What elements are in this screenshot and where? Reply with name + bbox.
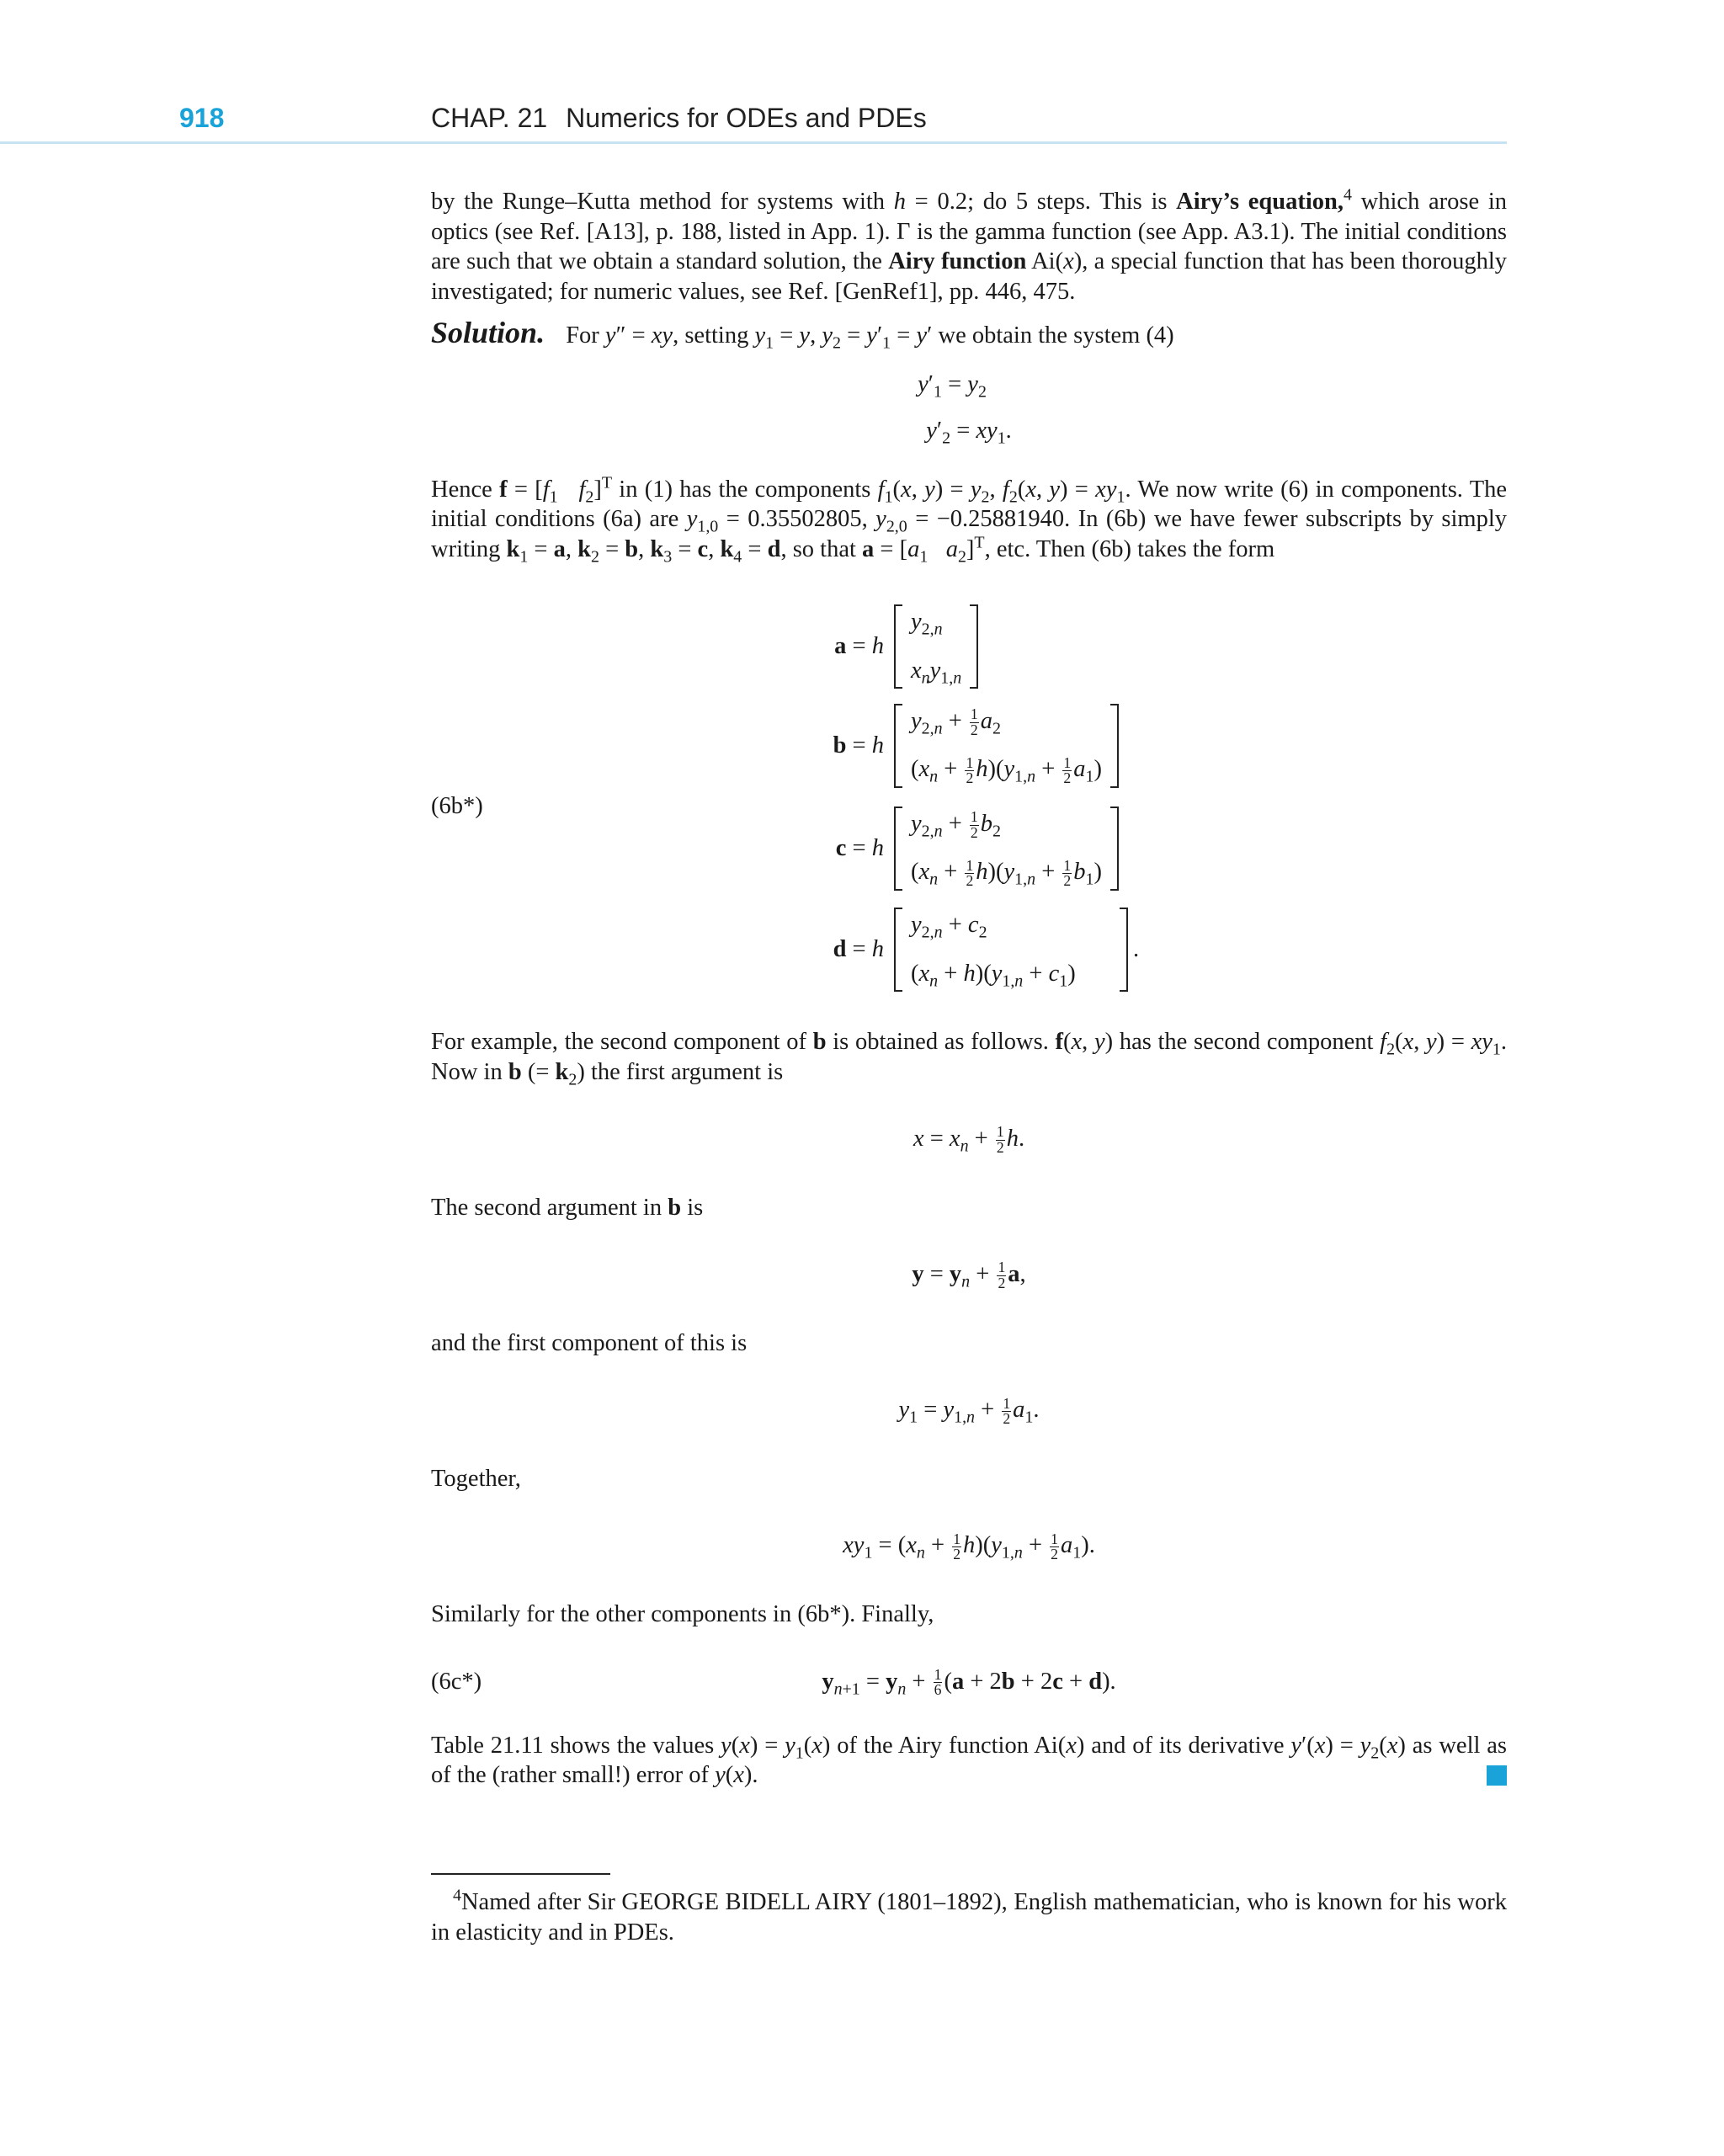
chapter-label: CHAP. 21 [431,103,548,133]
stage-d: d = h $y_{2,n} + c_2$ $(x_n + h)(y_{1,n} + c_1)$ . [808,908,1139,992]
eq-first-component: $y_1 = y_{1,n}$ + $\frac{1}{2}$ $a_1$. [898,1394,1040,1428]
end-of-proof-square [1487,1765,1507,1786]
footnote-mark: 4 [453,1886,461,1905]
equation-tag-6c: (6c*) [431,1668,482,1695]
footnote-rule [431,1873,610,1875]
equation-tag-6b: (6b*) [431,793,483,819]
example-paragraph: For example, the second component of b is obtained as follows. f(x, y) has the second component $f_2(x$, $y) = xy_1$. Now in b (= $k_2$) the first argument is [431,1029,1508,1089]
first-component-text: and the first component of this is [431,1329,748,1356]
similarly-text: Similarly for the other components in (6b*). Finally, [431,1601,934,1627]
running-header [0,103,1507,144]
stage-c: c = h $y_{2,n}$ + $\frac{1}{2}$ $b_2$ ($x_n$ + $\frac{1}{2}$ $h)(y_{1,n}$ + $\frac{1}{2}$ $b_1$) [808,807,1119,891]
second-argument-text: The second argument in b is [431,1194,704,1221]
rk-stage-system [431,604,1507,1009]
ode-system: $y'_1 = y_2$ $y'_2 = xy_1$. [918,370,1012,448]
solution-paragraph: Solution. For y″ = xy, setting $y_1 = y$, $y_2 = y'_1 = y'$ we obtain the system (4) [431,316,1174,353]
intro-paragraph: by the Runge–Kutta method for systems with h = 0.2; do 5 steps. This is Airy’s equation,$^4$ which arose in optics (see Ref. [A13], p. 188, listed in App. 1). Γ is the gamma function (see App. A3.1). The initial conditions are such that we obtain a standard solution, the Airy function Ai(x), a special function that has been thoroughly investigated; for numeric values, see Ref. [GenRef1], pp. 446, 475. [431,185,1508,305]
footnote [431,1887,1507,1947]
eq-second-argument: $y = y_n$ + $\frac{1}{2}$ a, [912,1259,1026,1292]
footnote-ref: 4 [1344,185,1352,205]
airy-equation-term: Airy’s equation, [1176,189,1344,215]
stage-b: b = h $y_{2,n}$ + $\frac{1}{2}$ $a_2$ ($x_n$ + $\frac{1}{2}$ $h)(y_{1,n}$ + $\frac{1}{2}$ $a_1$) [808,704,1119,788]
chapter-title: Numerics for ODEs and PDEs [566,103,927,133]
page-number: 918 [179,103,225,133]
footnote-text: Named after Sir GEORGE BIDELL AIRY (1801–1892), English mathematician, who is known for his work in elasticity and in PDEs. [431,1889,1507,1946]
eq-6c: (6c*) $y_{n+1} = y_n$ + $\frac{1}{6}$ (a + 2b + 2c + d). [431,1665,1116,1699]
running-title [431,103,927,134]
hence-paragraph: Hence $f = [f_1$ $f_2]^T$ in (1) has the components $f_1(x$, $y) = y_2$, $f_2(x$, $y) = xy_1$. We now write (6) in components. The initial conditions (6a) are $y_{1,0} = 0.35502805$, $y_{2,0} = -0.25881940$. In (6b) we have fewer subscripts by simply writing $k_1 = a$, $k_2 = b$, $k_3 = c$, $k_4 = d$, so that $a = [a_1$ $a_2]^T$, etc. Then (6b) takes the form [431,473,1508,567]
eq-together: $xy_1 = (x_n$ + $\frac{1}{2}$ $h)(y_{1,n}$ + $\frac{1}{2}$ $a_1$). [843,1530,1095,1563]
eq-first-argument: $x = x_n$ + $\frac{1}{2}$ h. [913,1123,1025,1156]
solution-label: Solution. [431,316,545,349]
stage-a: a = h $y_{2,n}$ $x_ny_{1,n}$ [808,604,978,689]
together-text: Together, [431,1465,521,1492]
airy-function-term: Airy function [888,248,1027,274]
page-body [431,187,1507,1791]
table-note-paragraph: Table 21.11 shows the values $y(x) = y_1(x)$ of the Airy function Ai(x) and of its derivative $y'(x) = y_2(x)$ as well as of the (rather small!) error of y(x). [431,1732,1507,1788]
